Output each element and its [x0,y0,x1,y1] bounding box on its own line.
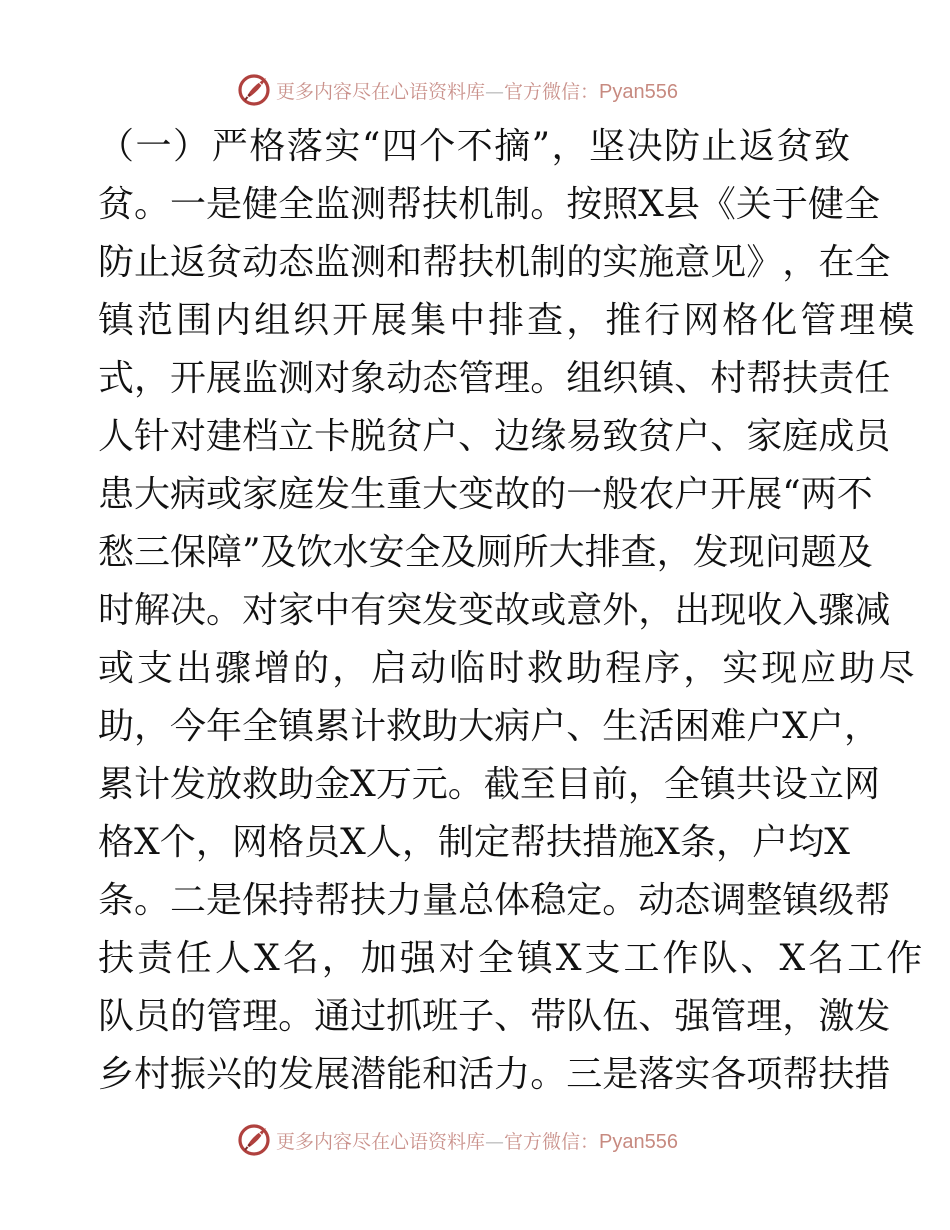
text-line: 扶 责 任 人 X 名 ， 加 强 对 全 镇 X 支 工 作 队 、 X 名 工 作 [98,938,926,979]
text-line: 贫 。 一 是 健 全 监 测 帮 扶 机 制 。 按 照 X 县 《 关 于 健 全 [98,184,880,225]
text-line: 愁 三 保 障 ” 及 饮 水 安 全 及 厕 所 大 排 查 ， 发 现 问 题 及 [98,532,873,573]
text-line: 或 支 出 骤 增 的 ， 启 动 临 时 救 助 程 序 ， 实 现 应 助 尽 [98,648,918,689]
text-line: 队 员 的 管 理 。 通 过 抓 班 子 、 带 队 伍 、 强 管 理 ， 激 发 [98,996,891,1037]
document-body [98,118,926,1104]
text-line: 患 大 病 或 家 庭 发 生 重 大 变 故 的 一 般 农 户 开 展 “ 两 不 [98,474,873,515]
text-line: 乡 村 振 兴 的 发 展 潜 能 和 活 力 。 三 是 落 实 各 项 帮 扶 措 [98,1054,891,1095]
text-line: 时 解 决 。 对 家 中 有 突 发 变 故 或 意 外 ， 出 现 收 入 骤 减 [98,590,891,631]
text-line: 人 针 对 建 档 立 卡 脱 贫 户 、 边 缘 易 致 贫 户 、 家 庭 成 员 [98,416,891,457]
feather-logo-icon [236,72,272,108]
watermark-header [236,72,678,108]
text-line: 式 ， 开 展 监 测 对 象 动 态 管 理 。 组 织 镇 、 村 帮 扶 责 任 [98,358,891,399]
text-line: 镇 范 围 内 组 织 开 展 集 中 排 查 ， 推 行 网 格 化 管 理 模 [98,300,918,341]
text-line: （ 一 ） 严 格 落 实 “ 四 个 不 摘 ” ， 坚 决 防 止 返 贫 致 [98,126,850,167]
text-line: 格 X 个 ， 网 格 员 X 人 ， 制 定 帮 扶 措 施 X 条 ， 户 均 X [98,822,850,863]
text-line: 累 计 发 放 救 助 金 X 万 元 。 截 至 目 前 ， 全 镇 共 设 立 网 [98,764,880,805]
watermark-text: 更多内容尽在心语资料库—官方微信：Pyan556 [276,1130,678,1153]
feather-logo-icon [236,1122,272,1158]
text-line: 条 。 二 是 保 持 帮 扶 力 量 总 体 稳 定 。 动 态 调 整 镇 级 帮 [98,880,891,921]
text-line: 防 止 返 贫 动 态 监 测 和 帮 扶 机 制 的 实 施 意 见 》 ， 在 全 [98,242,891,283]
text-line: 助 ， 今 年 全 镇 累 计 救 助 大 病 户 、 生 活 困 难 户 X 户 ， [98,706,880,747]
watermark-text: 更多内容尽在心语资料库—官方微信：Pyan556 [276,80,678,103]
watermark-footer [236,1122,678,1158]
